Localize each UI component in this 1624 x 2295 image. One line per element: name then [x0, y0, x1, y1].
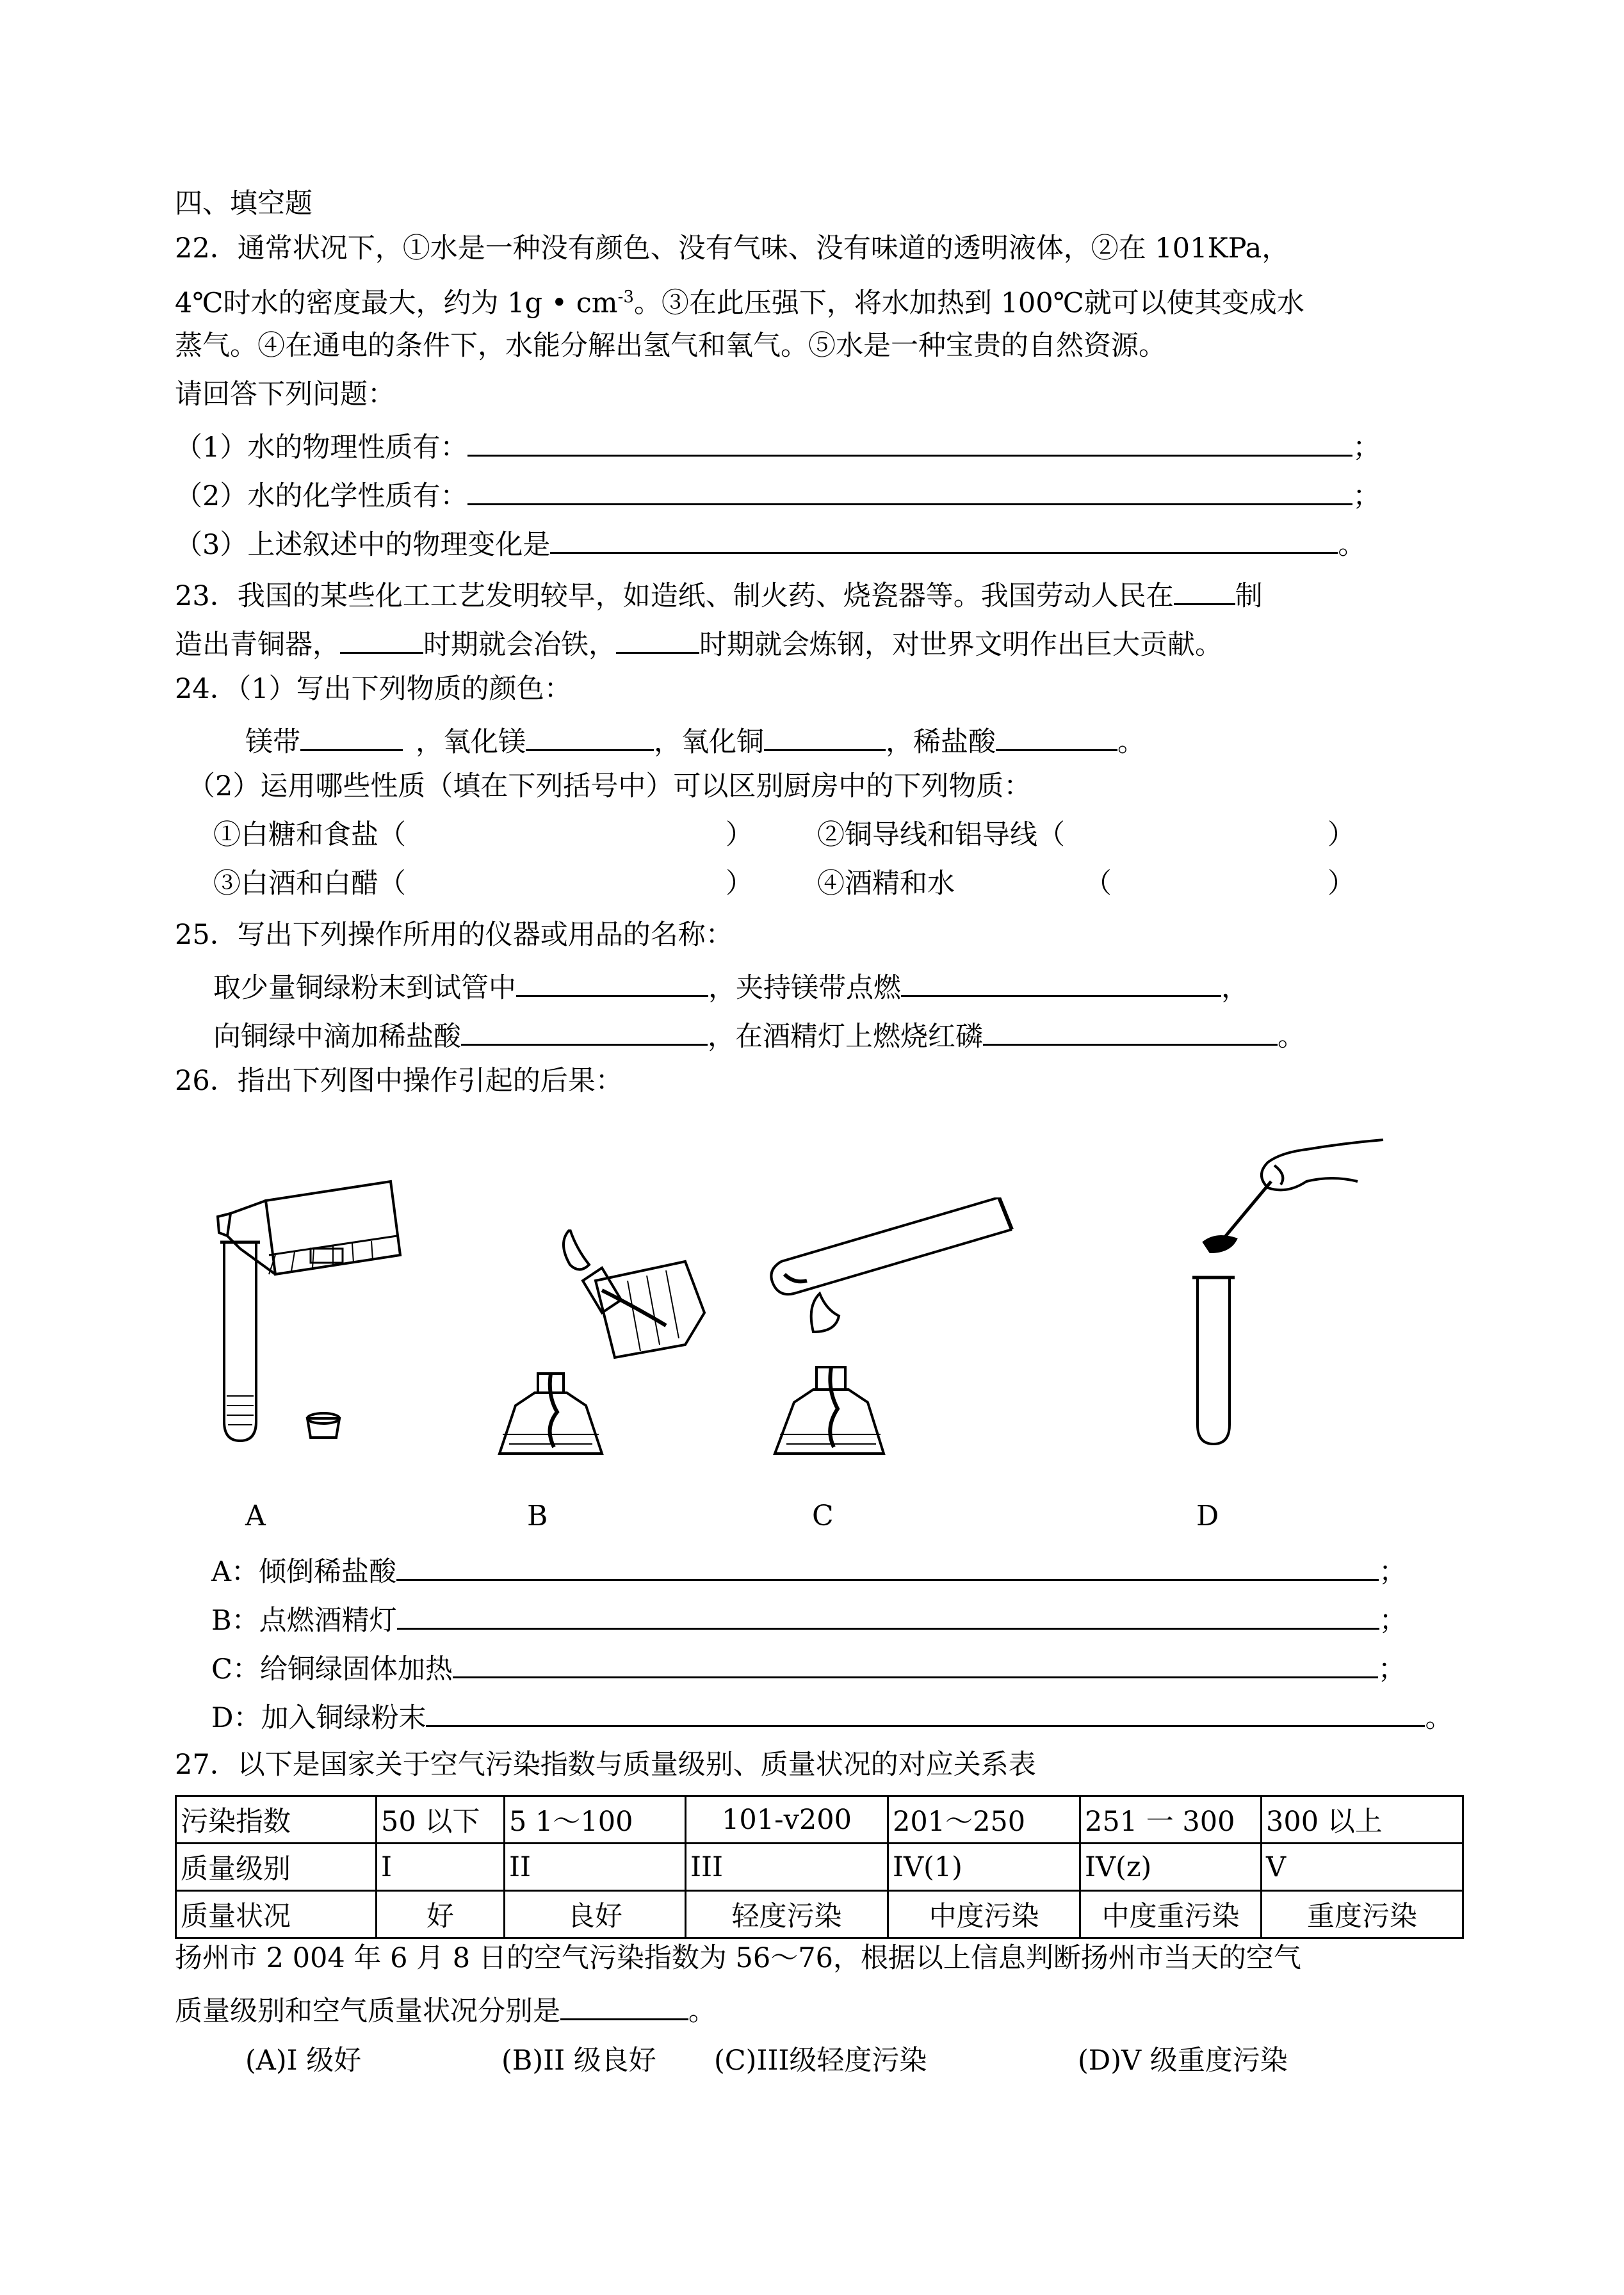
- table-row: [176, 1891, 1463, 1938]
- table-cell: IV(1): [888, 1844, 1080, 1891]
- semicolon: ；: [1379, 1605, 1407, 1637]
- q26-answer-c: [211, 1647, 1406, 1687]
- table-cell: IV(z): [1080, 1844, 1262, 1891]
- answer-blank[interactable]: [560, 1989, 688, 2020]
- q22-line-3: 蒸气。④在通电的条件下，水能分解出氢气和氧气。⑤水是一种宝贵的自然资源。: [175, 330, 1166, 362]
- q27-option-b[interactable]: (B)II 级良好: [501, 2045, 656, 2077]
- table-header-cell: 质量状况: [176, 1891, 377, 1938]
- q24-c1: 镁带: [245, 726, 300, 758]
- table-cell: 251 一 300: [1080, 1796, 1262, 1844]
- figure-label-c: C: [812, 1500, 834, 1532]
- q22-prompt: 请回答下列问题：: [175, 378, 395, 410]
- answer-blank[interactable]: [397, 1598, 1379, 1630]
- semicolon: ；: [1352, 432, 1381, 464]
- q22-sub-3-label: （3）上述叙述中的物理变化是: [175, 529, 551, 561]
- q22-line-2: [175, 279, 1304, 321]
- q23-line-2b: 时期就会冶铁，: [423, 629, 616, 661]
- table-cell: 良好: [505, 1891, 686, 1938]
- table-cell: 101-v200: [686, 1796, 888, 1844]
- q23-line-1a: 23．我国的某些化工工艺发明较早，如造纸、制火药、烧瓷器等。我国劳动人民在: [175, 580, 1174, 612]
- q26-a-label: A：倾倒稀盐酸: [211, 1556, 397, 1588]
- semicolon: ；: [1379, 1556, 1407, 1588]
- q22-exponent: -3: [617, 288, 634, 307]
- q25-c: 向铜绿中滴加稀盐酸: [213, 1021, 461, 1053]
- q27-line-1: 27．以下是国家关于空气污染指数与质量级别、质量状况的对应关系表: [175, 1749, 1036, 1781]
- q22-sub-1: [175, 425, 1380, 466]
- q27-paragraph-2: [175, 1989, 716, 2029]
- answer-blank[interactable]: [340, 622, 423, 654]
- answer-blank[interactable]: [616, 622, 699, 654]
- answer-blank[interactable]: [1174, 574, 1235, 605]
- q24-c4: ，稀盐酸: [886, 726, 996, 758]
- q25-b: ，夹持镁带点燃: [708, 972, 901, 1004]
- table-cell: 好: [377, 1891, 505, 1938]
- q25-d: ，在酒精灯上燃烧红磷: [708, 1021, 983, 1053]
- answer-blank[interactable]: [764, 720, 886, 751]
- table-cell: 201～250: [888, 1796, 1080, 1844]
- q27-option-c[interactable]: (C)III级轻度污染: [714, 2045, 927, 2077]
- q23-line-2a: 造出青铜器，: [175, 629, 340, 661]
- q27-p2b: 。: [688, 1995, 716, 2027]
- figure-d-illustration: [1178, 1137, 1396, 1457]
- answer-blank[interactable]: [300, 720, 403, 751]
- figure-a-illustration: [205, 1153, 416, 1460]
- semicolon: ；: [1377, 1653, 1406, 1685]
- answer-blank[interactable]: [550, 523, 1338, 554]
- answer-blank[interactable]: [426, 1696, 1425, 1727]
- q25-line-2: [213, 966, 1249, 1006]
- q24-c3: ，氧化铜: [654, 726, 764, 758]
- q27-paragraph-1: 扬州市 2 004 年 6 月 8 日的空气污染指数为 56～76，根据以上信息判断扬州市当天的空气: [175, 1942, 1301, 1974]
- figure-c-illustration: [756, 1197, 1037, 1473]
- figure-b-illustration: [474, 1229, 717, 1473]
- answer-blank[interactable]: [467, 474, 1352, 505]
- q26-d-label: D：加入铜绿粉末: [211, 1702, 426, 1734]
- answer-blank[interactable]: [516, 966, 708, 997]
- q26-answer-d: [211, 1696, 1452, 1736]
- q24-item-1: ①白糖和食盐（: [213, 819, 406, 851]
- table-cell: I: [377, 1844, 505, 1891]
- q27-p2a: 质量级别和空气质量状况分别是: [175, 1995, 560, 2027]
- section-title: 四、填空题: [175, 188, 313, 220]
- paren-close: ）: [1328, 819, 1355, 851]
- q24-c5: 。: [1117, 726, 1145, 758]
- answer-blank[interactable]: [526, 720, 654, 751]
- q24-line-1: 24．（1）写出下列物质的颜色：: [175, 673, 572, 705]
- period: 。: [1425, 1702, 1453, 1734]
- q23-line-2: [175, 622, 1222, 663]
- answer-blank[interactable]: [453, 1647, 1378, 1678]
- q22-sub-2-label: （2）水的化学性质有：: [175, 480, 468, 512]
- table-row: [176, 1796, 1463, 1844]
- q24-line-3: （2）运用哪些性质（填在下列括号中）可以区别厨房中的下列物质：: [188, 770, 1032, 802]
- q26-b-label: B：点燃酒精灯: [211, 1605, 397, 1637]
- q25-comma: ，: [1221, 972, 1249, 1004]
- q22-line-2a: 4℃时水的密度最大，约为 1g • cm: [175, 287, 618, 320]
- table-header-cell: 质量级别: [176, 1844, 377, 1891]
- q25-line-1: 25．写出下列操作所用的仪器或用品的名称：: [175, 919, 733, 951]
- table-header-cell: 污染指数: [176, 1796, 377, 1844]
- answer-blank[interactable]: [901, 966, 1221, 997]
- table-cell: 轻度污染: [686, 1891, 888, 1938]
- q23-line-2c: 时期就会炼钢，对世界文明作出巨大贡献。: [699, 629, 1222, 661]
- q22-sub-3: [175, 523, 1365, 563]
- q26-c-label: C：给铜绿固体加热: [211, 1653, 453, 1685]
- q27-option-d[interactable]: (D)V 级重度污染: [1078, 2045, 1288, 2077]
- q22-line-1: 22．通常状况下，①水是一种没有颜色、没有气味、没有味道的透明液体，②在 101KPa，: [175, 232, 1290, 264]
- q26-line-1: 26．指出下列图中操作引起的后果：: [175, 1065, 623, 1097]
- table-cell: 中度污染: [888, 1891, 1080, 1938]
- q23-line-1: [175, 574, 1263, 614]
- answer-blank[interactable]: [461, 1014, 708, 1046]
- table-cell: V: [1262, 1844, 1463, 1891]
- paren-close: ）: [1328, 868, 1355, 900]
- q26-answer-a: [211, 1550, 1406, 1590]
- table-row: [176, 1844, 1463, 1891]
- figure-label-a: A: [245, 1500, 266, 1532]
- table-cell: 中度重污染: [1080, 1891, 1262, 1938]
- q25-line-3: [213, 1014, 1305, 1055]
- paren-close: ）: [726, 868, 753, 900]
- q26-answer-b: [211, 1598, 1407, 1639]
- table-cell: II: [505, 1844, 686, 1891]
- figure-label-b: B: [527, 1500, 548, 1532]
- period: 。: [1338, 529, 1366, 561]
- q24-item-4: ④酒精和水: [817, 868, 955, 900]
- q24-item-3: ③白酒和白醋（: [213, 868, 406, 900]
- answer-blank[interactable]: [996, 720, 1117, 751]
- paren-close: ）: [726, 819, 753, 851]
- q22-line-2b: 。③在此压强下，将水加热到 100℃就可以使其变成水: [633, 287, 1304, 320]
- q25-period: 。: [1278, 1021, 1305, 1053]
- answer-blank[interactable]: [396, 1550, 1379, 1581]
- air-quality-table: [175, 1795, 1464, 1939]
- q22-sub-2: [175, 474, 1380, 514]
- table-cell: 50 以下: [377, 1796, 505, 1844]
- q24-item-2: ②铜导线和铝导线（: [817, 819, 1065, 851]
- table-cell: 300 以上: [1262, 1796, 1463, 1844]
- q22-sub-1-label: （1）水的物理性质有：: [175, 432, 468, 464]
- semicolon: ；: [1352, 480, 1381, 512]
- q24-c2: ，氧化镁: [416, 726, 526, 758]
- q23-line-1b: 制: [1235, 580, 1263, 612]
- table-cell: 5 1～100: [505, 1796, 686, 1844]
- answer-blank[interactable]: [467, 425, 1352, 457]
- table-cell: 重度污染: [1262, 1891, 1463, 1938]
- q27-option-a[interactable]: (A)I 级好: [245, 2045, 362, 2077]
- paren-open: （: [1084, 868, 1112, 900]
- answer-blank[interactable]: [983, 1014, 1278, 1046]
- q25-a: 取少量铜绿粉末到试管中: [213, 972, 516, 1004]
- table-cell: III: [686, 1844, 888, 1891]
- figure-label-d: D: [1196, 1500, 1219, 1532]
- q24-colors: [245, 720, 1145, 760]
